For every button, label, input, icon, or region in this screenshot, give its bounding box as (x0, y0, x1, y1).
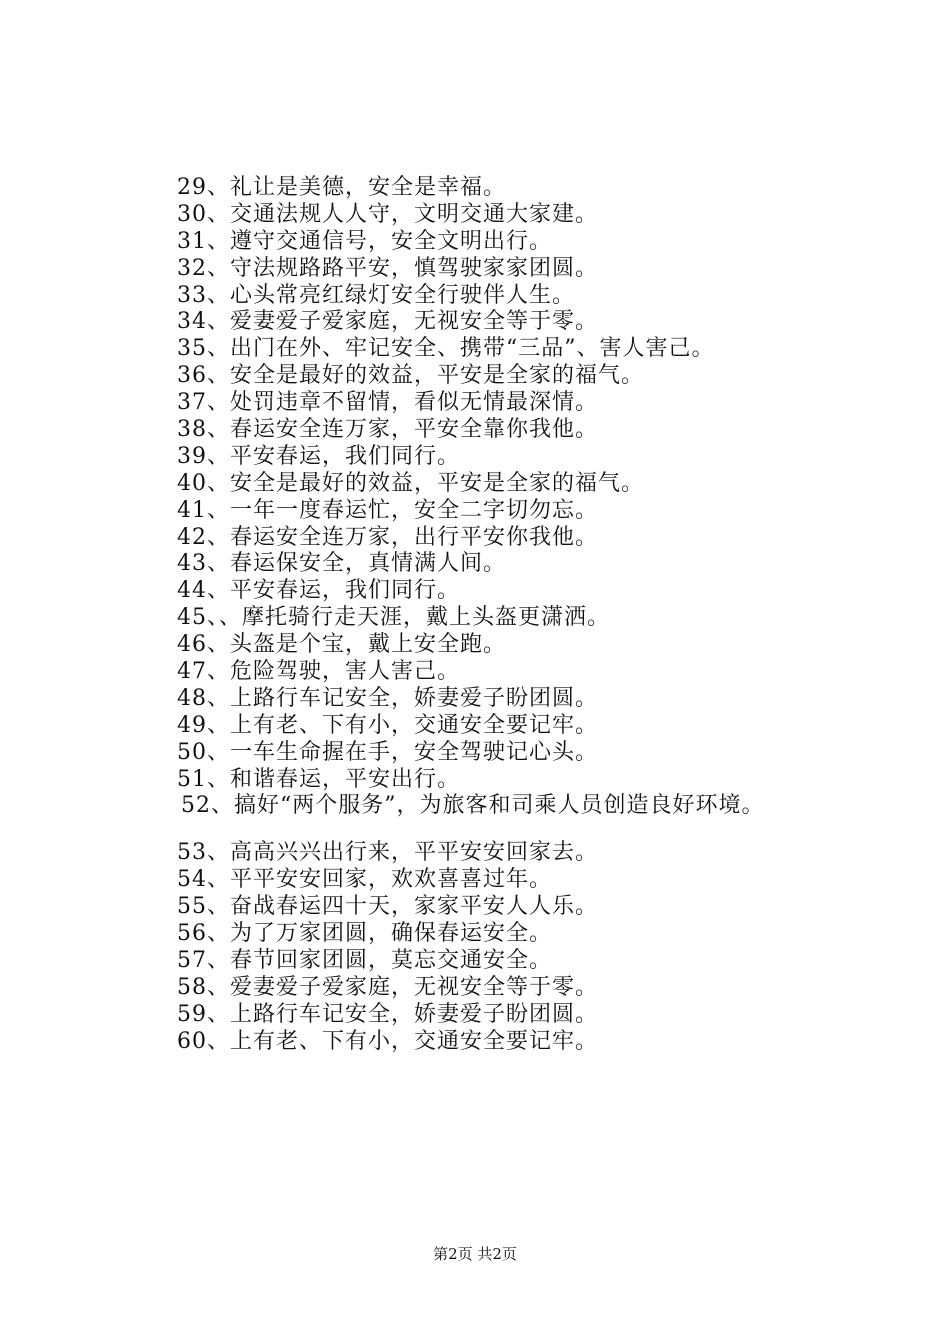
list-item: 53、高高兴兴出行来，平平安安回家去。 (177, 840, 598, 866)
page-footer: 第2页 共2页 (433, 1245, 517, 1263)
list-item: 32、守法规路路平安，慎驾驶家家团圆。 (177, 255, 598, 281)
list-item: 30、交通法规人人守，文明交通大家建。 (177, 201, 598, 227)
list-item: 54、平平安安回家，欢欢喜喜过年。 (177, 867, 552, 893)
list-item: 47、危险驾驶，害人害己。 (177, 659, 460, 685)
paragraph-gap (177, 820, 937, 840)
list-item: 44、平安春运，我们同行。 (177, 578, 460, 604)
list-item: 43、春运保安全，真情满人间。 (177, 551, 506, 577)
slogan-list (177, 175, 937, 1056)
list-item: 41、一年一度春运忙，安全二字切勿忘。 (177, 497, 598, 523)
list-item: 58、爱妻爱子爱家庭，无视安全等于零。 (177, 974, 598, 1000)
list-item: 42、春运安全连万家，出行平安你我他。 (177, 524, 598, 550)
list-item: 31、遵守交通信号，安全文明出行。 (177, 228, 552, 254)
list-item: 55、奋战春运四十天，家家平安人人乐。 (177, 894, 598, 920)
list-item: 36、安全是最好的效益，平安是全家的福气。 (177, 363, 644, 389)
list-item: 59、上路行车记安全，娇妻爱子盼团圆。 (177, 1001, 598, 1027)
list-item: 39、平安春运，我们同行。 (177, 443, 460, 469)
list-item: 46、头盔是个宝，戴上安全跑。 (177, 632, 506, 658)
list-item: 50、一车生命握在手，安全驾驶记心头。 (177, 739, 598, 765)
list-item: 45、、摩托骑行走天涯，戴上头盔更潇洒。 (177, 605, 610, 631)
list-item: 40、安全是最好的效益，平安是全家的福气。 (177, 470, 644, 496)
list-item: 34、爱妻爱子爱家庭，无视安全等于零。 (177, 309, 598, 335)
list-item: 33、心头常亮红绿灯安全行驶伴人生。 (177, 282, 575, 308)
list-item: 56、为了万家团圆，确保春运安全。 (177, 921, 552, 947)
list-item: 49、上有老、下有小，交通安全要记牢。 (177, 712, 598, 738)
list-item: 48、上路行车记安全，娇妻爱子盼团圆。 (177, 685, 598, 711)
list-item: 60、上有老、下有小，交通安全要记牢。 (177, 1028, 598, 1054)
list-item: 51、和谐春运，平安出行。 (177, 766, 460, 792)
list-item-52: 52、搞好“两个服务”，为旅客和司乘人员创造良好环境。 (181, 793, 765, 819)
list-item: 38、春运安全连万家，平安全靠你我他。 (177, 417, 598, 443)
list-item: 29、礼让是美德，安全是幸福。 (177, 175, 506, 200)
list-item: 57、春节回家团圆，莫忘交通安全。 (177, 947, 552, 973)
list-item: 37、处罚违章不留情，看似无情最深情。 (177, 390, 598, 416)
list-item: 35、出门在外、牢记安全、携带“三品”、害人害己。 (177, 336, 715, 362)
